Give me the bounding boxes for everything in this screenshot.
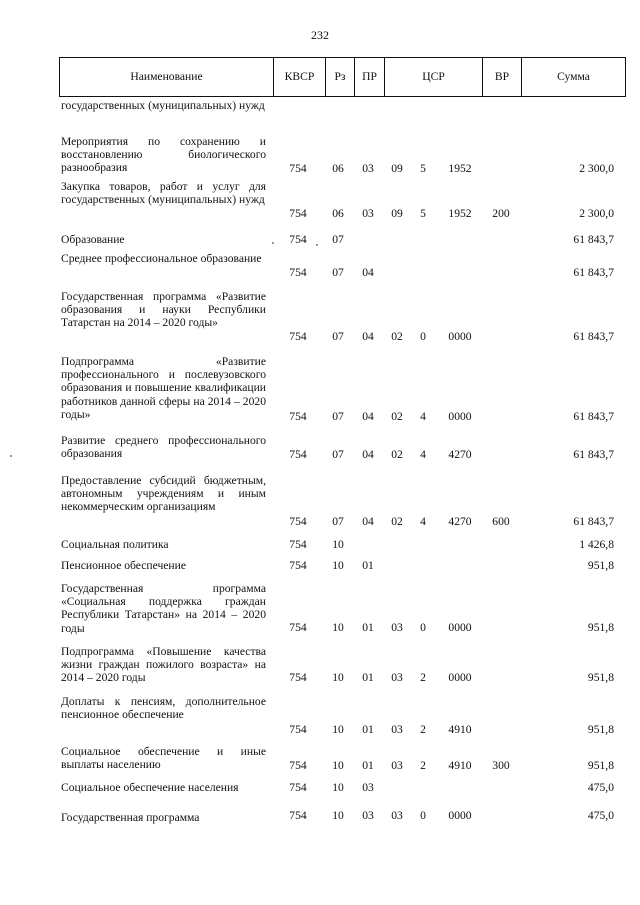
header-pr: ПР: [354, 58, 384, 96]
table-row: [0, 97, 640, 135]
row-csr-code: 0000: [448, 671, 472, 684]
row-name: Среднее профессиональное образование: [61, 252, 262, 265]
row-pr: 03: [362, 162, 374, 175]
row-kvsr: 754: [289, 538, 307, 551]
row-sum: 61 843,7: [573, 410, 614, 423]
table-row: [0, 230, 640, 251]
row-csr-code: 1952: [448, 207, 472, 220]
row-name: Государственная программа «Социальная поддержка граждан Республики Татарстан» на 2014 – 2020 годы: [61, 582, 266, 635]
table-header: [59, 57, 626, 97]
row-csr-subprogram: 2: [420, 723, 426, 736]
row-pr: 01: [362, 759, 374, 772]
row-name: Государственная программа «Развитие образования и науки Республики Татарстан на 2014 – 2020 годы»: [61, 290, 266, 330]
row-kvsr: 754: [289, 448, 307, 461]
row-vr: 300: [492, 759, 510, 772]
row-csr-code: 0000: [448, 410, 472, 423]
row-pr: 04: [362, 410, 374, 423]
row-sum: 475,0: [587, 809, 614, 822]
header-sum: Сумма: [521, 58, 625, 96]
row-name: Пенсионное обеспечение: [61, 559, 186, 572]
table-row: [0, 354, 640, 434]
row-kvsr: 754: [289, 759, 307, 772]
table-row: [0, 743, 640, 779]
row-name: Предоставление субсидий бюджетным, автономным учреждениям и иным некоммерческим организациям: [61, 474, 266, 514]
row-csr-program: 02: [391, 330, 403, 343]
row-name: Социальная политика: [61, 538, 169, 551]
row-kvsr: 754: [289, 781, 307, 794]
table-row: [0, 579, 640, 643]
row-csr-subprogram: 5: [420, 162, 426, 175]
row-rz: 06: [332, 207, 344, 220]
row-name: Социальное обеспечение населения: [61, 781, 239, 794]
row-csr-program: 03: [391, 723, 403, 736]
table-row: [0, 556, 640, 579]
row-sum: 1 426,8: [579, 538, 614, 551]
row-csr-code: 0000: [448, 809, 472, 822]
row-rz: 07: [332, 330, 344, 343]
row-rz: 07: [332, 266, 344, 279]
row-kvsr: 754: [289, 207, 307, 220]
row-sum: 2 300,0: [579, 162, 614, 175]
row-sum: 61 843,7: [573, 266, 614, 279]
table-row: [0, 779, 640, 803]
scan-speck: [316, 244, 318, 246]
row-csr-subprogram: 0: [420, 330, 426, 343]
row-csr-code: 0000: [448, 621, 472, 634]
row-csr-subprogram: 4: [420, 515, 426, 528]
row-name: Мероприятия по сохранению и восстановлению биологического разнообразия: [61, 135, 266, 175]
row-csr-program: 03: [391, 671, 403, 684]
header-csr: ЦСР: [384, 58, 482, 96]
row-pr: 04: [362, 448, 374, 461]
table-row: [0, 536, 640, 556]
header-kvsr: КВСР: [273, 58, 325, 96]
row-csr-program: 03: [391, 759, 403, 772]
row-kvsr: 754: [289, 671, 307, 684]
table-row: [0, 693, 640, 743]
row-rz: 10: [332, 621, 344, 634]
row-csr-subprogram: 0: [420, 621, 426, 634]
row-rz: 10: [332, 781, 344, 794]
row-rz: 06: [332, 162, 344, 175]
header-vr: ВР: [482, 58, 521, 96]
row-name: Государственная программа: [61, 811, 200, 824]
row-rz: 07: [332, 233, 344, 246]
row-pr: 04: [362, 515, 374, 528]
row-kvsr: 754: [289, 809, 307, 822]
row-csr-subprogram: 4: [420, 410, 426, 423]
row-sum: 951,8: [587, 723, 614, 736]
row-rz: 10: [332, 809, 344, 822]
row-kvsr: 754: [289, 621, 307, 634]
row-rz: 10: [332, 759, 344, 772]
row-sum: 61 843,7: [573, 515, 614, 528]
row-vr: 200: [492, 207, 510, 220]
row-name: Социальное обеспечение и иные выплаты населению: [61, 745, 266, 772]
row-rz: 10: [332, 538, 344, 551]
row-csr-subprogram: 2: [420, 671, 426, 684]
row-vr: 600: [492, 515, 510, 528]
row-rz: 07: [332, 410, 344, 423]
row-kvsr: 754: [289, 330, 307, 343]
row-csr-subprogram: 4: [420, 448, 426, 461]
row-pr: 03: [362, 207, 374, 220]
table-row: [0, 179, 640, 230]
row-csr-subprogram: 2: [420, 759, 426, 772]
row-rz: 10: [332, 723, 344, 736]
scan-speck: [272, 242, 274, 244]
row-csr-subprogram: 5: [420, 207, 426, 220]
table-row: [0, 643, 640, 693]
row-kvsr: 754: [289, 410, 307, 423]
row-name: Закупка товаров, работ и услуг для государственных (муниципальных) нужд: [61, 180, 266, 207]
row-rz: 10: [332, 671, 344, 684]
table-row: [0, 471, 640, 536]
row-csr-program: 03: [391, 809, 403, 822]
row-csr-program: 03: [391, 621, 403, 634]
row-csr-code: 1952: [448, 162, 472, 175]
row-csr-program: 02: [391, 410, 403, 423]
row-sum: 61 843,7: [573, 233, 614, 246]
row-csr-code: 0000: [448, 330, 472, 343]
row-pr: 04: [362, 266, 374, 279]
scan-speck: [10, 455, 12, 457]
table-row: [0, 251, 640, 289]
row-csr-subprogram: 0: [420, 809, 426, 822]
row-pr: 01: [362, 671, 374, 684]
row-pr: 03: [362, 781, 374, 794]
row-rz: 10: [332, 559, 344, 572]
table-body: [0, 97, 640, 827]
row-kvsr: 754: [289, 233, 307, 246]
row-pr: 01: [362, 559, 374, 572]
row-pr: 03: [362, 809, 374, 822]
row-pr: 04: [362, 330, 374, 343]
table-row: [0, 135, 640, 179]
row-name: Подпрограмма «Повышение качества жизни граждан пожилого возраста» на 2014 – 2020 годы: [61, 645, 266, 685]
row-sum: 951,8: [587, 759, 614, 772]
row-kvsr: 754: [289, 162, 307, 175]
row-kvsr: 754: [289, 266, 307, 279]
row-sum: 61 843,7: [573, 330, 614, 343]
row-name: Образование: [61, 233, 125, 246]
row-kvsr: 754: [289, 559, 307, 572]
row-pr: 01: [362, 723, 374, 736]
page-number: 232: [311, 28, 329, 42]
row-csr-code: 4270: [448, 448, 472, 461]
row-csr-program: 02: [391, 515, 403, 528]
row-sum: 951,8: [587, 671, 614, 684]
row-kvsr: 754: [289, 723, 307, 736]
row-csr-program: 02: [391, 448, 403, 461]
header-name: Наименование: [130, 70, 203, 83]
row-sum: 2 300,0: [579, 207, 614, 220]
row-sum: 951,8: [587, 621, 614, 634]
row-kvsr: 754: [289, 515, 307, 528]
row-sum: 475,0: [587, 781, 614, 794]
table-row: [0, 434, 640, 471]
row-pr: 01: [362, 621, 374, 634]
row-csr-program: 09: [391, 207, 403, 220]
header-rz: Рз: [325, 58, 354, 96]
row-name: Подпрограмма «Развитие профессионального и послевузовского образования и повышение квалификации работников данной сферы на 2014 – 2020 годы»: [61, 355, 266, 421]
row-csr-program: 09: [391, 162, 403, 175]
row-name: государственных (муниципальных) нужд: [61, 99, 265, 112]
row-name: Развитие среднего профессионального образования: [61, 434, 266, 461]
row-name: Доплаты к пенсиям, дополнительное пенсионное обеспечение: [61, 695, 266, 722]
row-csr-code: 4910: [448, 759, 472, 772]
row-rz: 07: [332, 448, 344, 461]
row-csr-code: 4910: [448, 723, 472, 736]
row-sum: 61 843,7: [573, 448, 614, 461]
row-csr-code: 4270: [448, 515, 472, 528]
table-row: [0, 289, 640, 354]
row-rz: 07: [332, 515, 344, 528]
row-sum: 951,8: [587, 559, 614, 572]
table-row: [0, 803, 640, 827]
